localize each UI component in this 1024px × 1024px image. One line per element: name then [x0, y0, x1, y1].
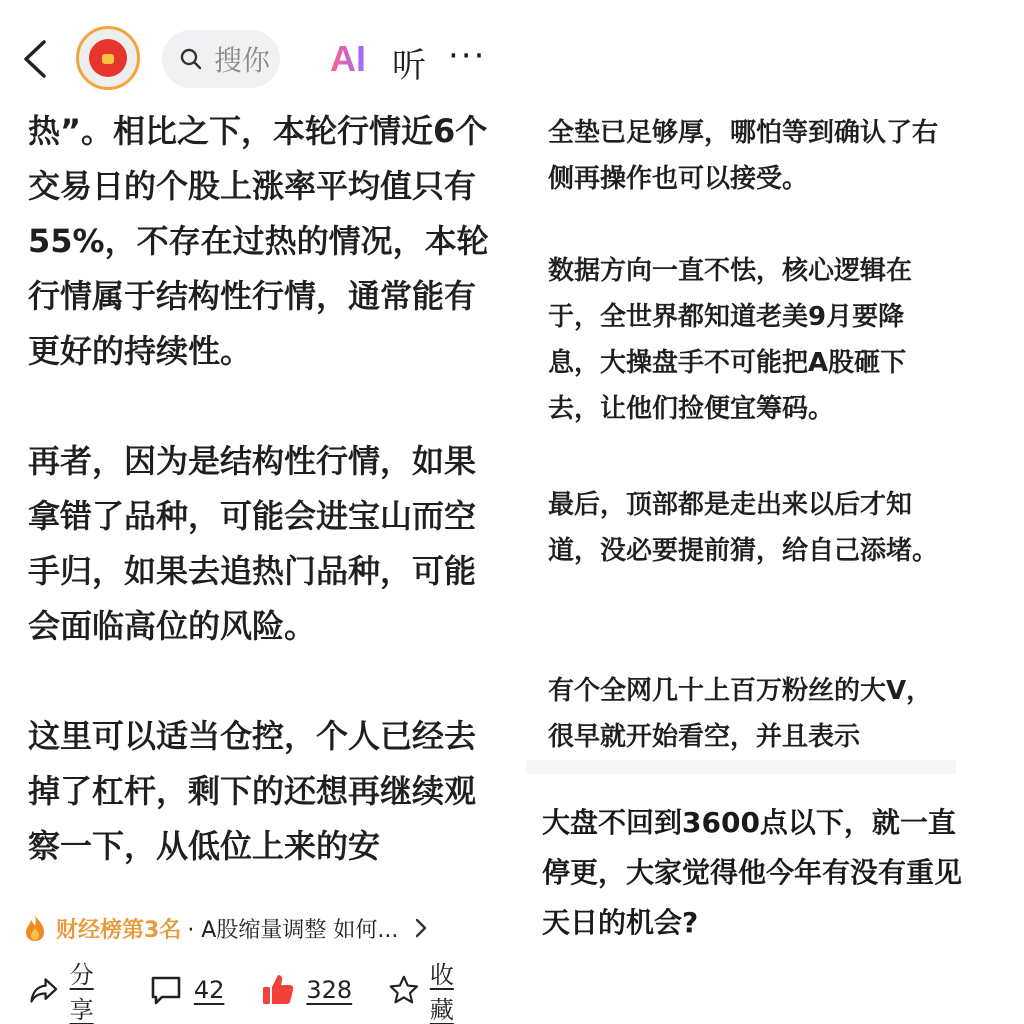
comment-icon — [148, 972, 184, 1008]
divider — [526, 760, 956, 774]
ai-button[interactable]: AI — [330, 38, 366, 79]
like-count: 328 — [306, 976, 353, 1004]
share-button[interactable] — [28, 955, 112, 1024]
search-placeholder: 搜你 — [214, 44, 271, 77]
right-paragraph-text: 有个全网几十上百万粉丝的大V，很早就开始看空，并且表示 — [548, 676, 933, 752]
right-paragraph — [548, 668, 948, 760]
thumbs-up-icon — [260, 972, 296, 1008]
red-packet-button[interactable] — [76, 26, 140, 90]
right-paragraph-text: 全垫已足够厚，哪怕等到确认了右侧再操作也可以接受。 — [548, 118, 939, 194]
red-envelope-icon — [89, 39, 127, 77]
action-bar — [28, 960, 508, 1024]
star-icon — [388, 972, 420, 1008]
article-paragraph: 热”。相比之下，本轮行情近6个交易日的个股上涨率平均值只有55%，不存在过热的情况，本轮行情属于结构性行情，通常能有更好的持续性。 — [28, 112, 489, 370]
share-label: 分享 — [69, 961, 94, 1024]
chevron-right-icon — [414, 918, 428, 938]
article-paragraph: 再者，因为是结构性行情，如果拿错了品种，可能会进宝山而空手归，如果去追热门品种，可能会面临高位的风险。 — [28, 442, 477, 645]
bottom-paragraph-text: 大盘不回到3600点以下，就一直停更，大家觉得他今年有没有重见天日的机会? — [542, 806, 963, 939]
top-bar — [0, 0, 512, 110]
favorite-label: 收藏 — [429, 961, 454, 1024]
fire-icon — [24, 914, 46, 942]
like-button[interactable] — [260, 972, 352, 1008]
share-icon — [28, 972, 60, 1008]
content-fade — [0, 872, 512, 896]
trend-rank: 财经榜第3名 — [56, 917, 182, 943]
back-arrow-icon[interactable] — [20, 38, 52, 80]
comment-button[interactable] — [148, 972, 225, 1008]
listen-button[interactable]: 听 — [392, 46, 426, 86]
article-paragraph: 这里可以适当仓控，个人已经去掉了杠杆，剩下的还想再继续观察一下，从低位上来的安 — [28, 717, 477, 865]
search-icon — [180, 48, 202, 70]
right-paragraph-text: 最后，顶部都是走出来以后才知道，没必要提前猜，给自己添堵。 — [548, 490, 939, 566]
trend-title: · A股缩量调整 如何... — [187, 917, 399, 943]
right-panel — [512, 0, 1024, 1024]
more-button[interactable]: ··· — [448, 36, 487, 76]
right-paragraph — [548, 110, 948, 202]
trending-bar[interactable] — [24, 906, 494, 950]
comment-count: 42 — [193, 976, 225, 1004]
right-paragraph-text: 数据方向一直不怯，核心逻辑在于，全世界都知道老美9月要降息，大操盘手不可能把A股砸下去，让他们捡便宜筹码。 — [548, 256, 913, 424]
favorite-button[interactable] — [388, 955, 472, 1024]
right-paragraph — [548, 482, 948, 574]
right-paragraph — [548, 248, 948, 432]
article-body — [28, 104, 490, 874]
bottom-paragraph — [542, 798, 962, 948]
search-box[interactable] — [162, 30, 280, 88]
